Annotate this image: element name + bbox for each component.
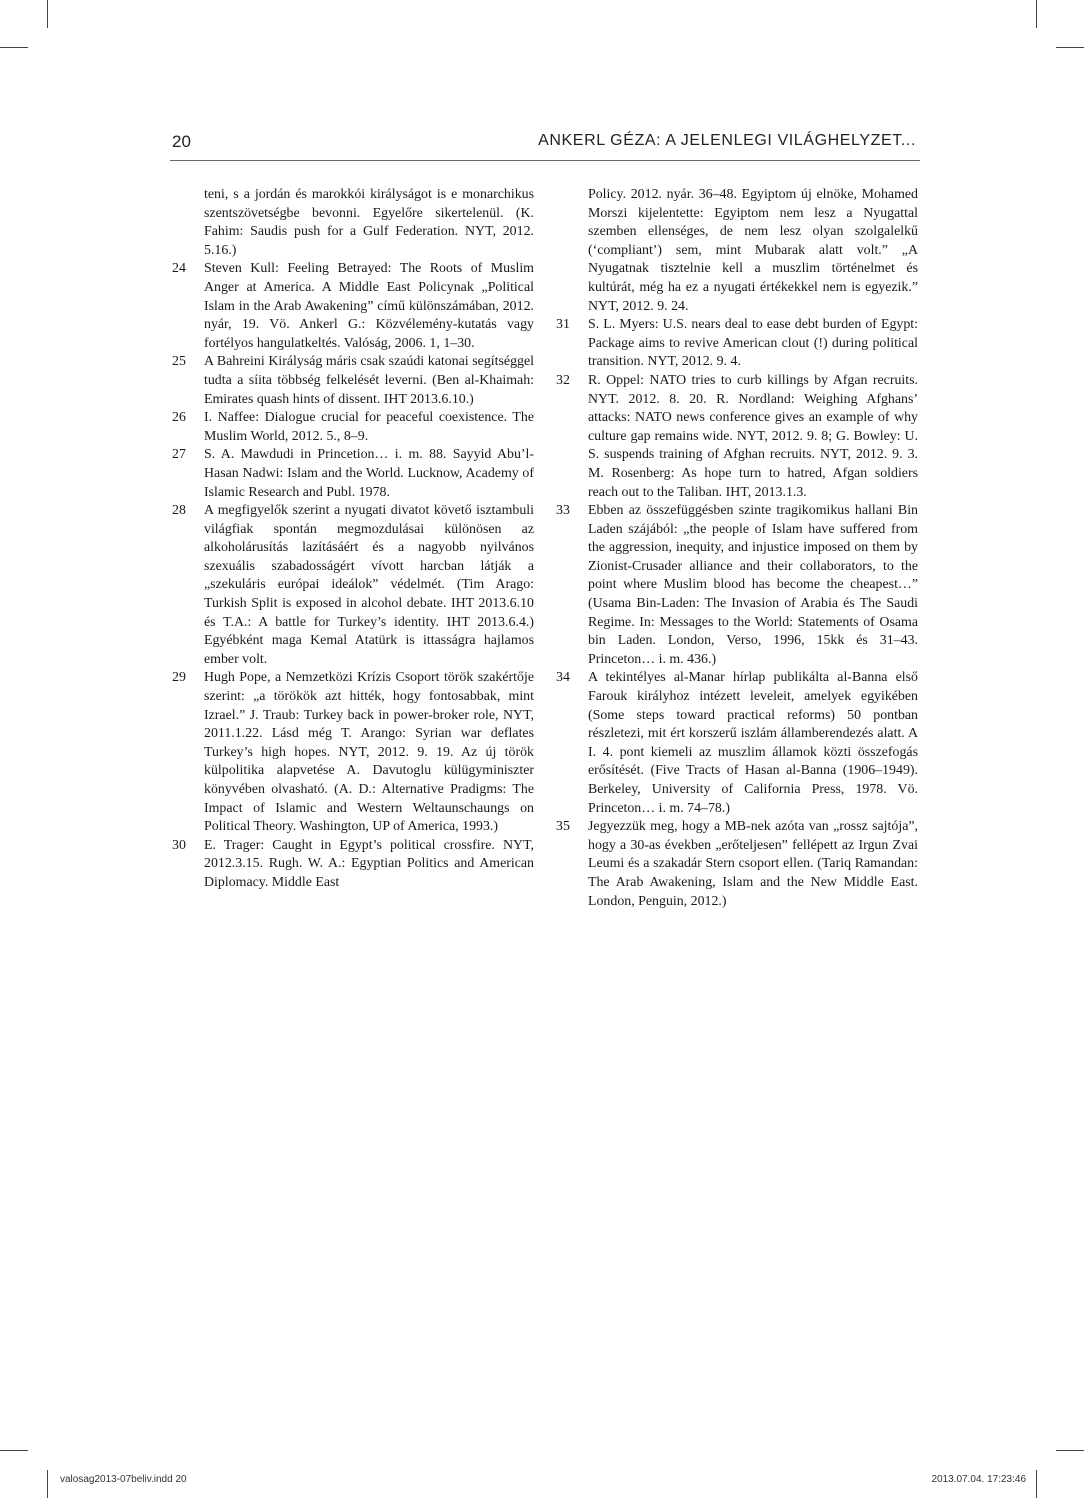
footnotes-left-column [172,186,534,893]
footnote [172,186,534,260]
footnote-text: A tekintélyes al-Manar hírlap publikálta al-Banna első Farouk királyhoz intézett leveleit, amelyek egyikében (Some steps toward practical reforms) 50 pontban részletezi, mit ért korszerű iszlám államberendezés alatt. A I. 4. pont kiemeli az muszlim államok közti összefogás erősítését. (Five Tracts of Hasan al-Banna (1906–1949). Berkeley, University of California Press, 1978. Vö. Princeton… i. m. 74–78.) [588,670,918,816]
footnote-number: 35 [556,819,570,835]
footnote-number: 28 [172,503,186,519]
footnote-text: S. L. Myers: U.S. nears deal to ease debt burden of Egypt: Package aims to revive American clout (!) during political transition. NYT, 2012. 9. 4. [588,317,918,370]
footnote-text: Jegyezzük meg, hogy a MB-nek azóta van „rossz sajtója”, hogy a 30-as években „erőteljesen” fellépett az Irgun Zvai Leumi és a szakadár Stern csoport ellen. (Tariq Ramandan: The Arab Awakening, Islam and the New Middle East. London, Penguin, 2012.) [588,819,918,909]
crop-mark [1056,47,1084,48]
footnote [172,260,534,353]
footnote-number: 27 [172,447,186,463]
print-slug-file: valosag2013-07beliv.indd 20 [60,1474,187,1485]
footnote [172,409,534,446]
footnote [172,446,534,502]
footnote-text: teni, s a jordán és marokkói királyságot is e monarchikus szentszövetségbe bevonni. Egyelőre sikertelenül. (K. Fahim: Saudis push for a Gulf Federation. NYT, 2012. 5.16.) [204,187,534,258]
footnote-text: A Bahreini Királyság máris csak szaúdi katonai segítséggel tudta a síita többség felkelését leverni. (Ben al-Khaimah: Emirates quash hints of dissent. IHT 2013.6.10.) [204,354,534,407]
footnote-text: Ebben az összefüggésben szinte tragikomikus hallani Bin Laden szájából: „the people of Islam have suffered from the aggression, inequity, and injustice imposed on them by Zionist-Crusader alliance and their collaborators, to the point where Muslim blood has become the cheapest…” (Usama Bin-Laden: The Invasion of Arabia és The Saudi Regime. In: Messages to the World: Statements of Osama bin Laden. London, Verso, 1996, 15kk és 31–43. Princeton… i. m. 436.) [588,503,918,667]
crop-mark [0,1450,28,1451]
crop-mark [47,0,48,28]
footnote-number: 25 [172,354,186,370]
footnote [172,502,534,669]
footnote [172,669,534,836]
footnote-text: I. Naffee: Dialogue crucial for peaceful coexistence. The Muslim World, 2012. 5., 8–9. [204,410,534,444]
footnote-number: 34 [556,670,570,686]
print-slug-timestamp: 2013.07.04. 17:23:46 [931,1474,1026,1485]
header-rule [170,160,920,161]
running-head: ANKERL GÉZA: A JELENLEGI VILÁGHELYZET... [538,132,916,149]
footnote-text: S. A. Mawdudi in Princetion… i. m. 88. Sayyid Abu’l-Hasan Nadwi: Islam and the World. Lucknow, Academy of Islamic Research and Publ. 1978. [204,447,534,500]
crop-mark [1036,1470,1037,1498]
footnote-number: 26 [172,410,186,426]
footnote-text: A megfigyelők szerint a nyugati divatot követő isztambuli világfiak spontán megmozdulásai különösen az alkoholárusítás lazításáért és a nagyobb nyilvános szexuális szabadosságért vívott harcban látják a „szekuláris európai ideálok” védelmét. (Tim Arago: Turkish Split is exposed in alcohol debate. IHT 2013.6.10 és T.A.: A battle for Turkey’s identity. IHT 2013.6.4.) Egyébként maga Kemal Atatürk is ittasságra hajlamos ember volt. [204,503,534,667]
crop-mark [1056,1450,1084,1451]
footnote [556,186,918,316]
footnote-text: Hugh Pope, a Nemzetközi Krízis Csoport török szakértője szerint: „a törökök azt hitték, hogy fontosabbak, mint Izrael.” J. Traub: Turkey back in power-broker role, NYT, 2011.1.22. Lásd még T. Arango: Syrian war deflates Turkey’s high hopes. NYT, 2012. 9. 19. Az új török külpolitika alapvetése A. Davutoglu külügyminiszter könyvében olvasható. (A. D.: Alternative Pradigms: The Impact of Islamic and Western Weltaunschaungs on Political Theory. Washington, UP of America, 1993.) [204,670,534,835]
footnote [556,818,918,911]
footnote-text: E. Trager: Caught in Egypt’s political crossfire. NYT, 2012.3.15. Rugh. W. A.: Egyptian Politics and American Diplomacy. Middle East [204,837,534,890]
footnote [556,502,918,669]
crop-mark [47,1470,48,1498]
footnote [556,669,918,818]
footnote-number: 33 [556,503,570,519]
page-number: 20 [172,132,191,151]
footnote-number: 29 [172,670,186,686]
crop-mark [0,47,28,48]
footnote [556,372,918,502]
footnote-number: 30 [172,837,186,853]
footnote-number: 32 [556,372,570,388]
footnote-number: 24 [172,261,186,277]
footnote-text: R. Oppel: NATO tries to curb killings by Afgan recruits. NYT. 2012. 8. 20. R. Nordland: Weighing Afghans’ attacks: NATO news conference gives an example of why culture gap remains wide. NYT, 2012. 9. 8; G. Bowley: U. S. suspends training of Afghan recruits. NYT, 2012. 9. 3. M. Rosenberg: As hope turn to hatred, Afgan soldiers reach out to the Taliban. IHT, 2013.1.3. [588,372,918,500]
footnote-text: Policy. 2012. nyár. 36–48. Egyiptom új elnöke, Mohamed Morszi kijelentette: Egyiptom nem lesz a Nyugattal szemben ellenséges, de nem lesz olyan szolgalelkű (‘compliant’) sem, mint Mubarak alatt volt.” „A Nyugatnak tisztelnie kell a muszlim történelmet és kultúrát, még ha ez a nyugati értékekkel nem is egyezik.” NYT, 2012. 9. 24. [588,187,918,314]
footnote-text: Steven Kull: Feeling Betrayed: The Roots of Muslim Anger at America. A Middle East Policynak „Political Islam in the Arab Awakening” című különszámában, 2012. nyár, 19. Vö. Ankerl G.: Közvélemény-kutatás vagy fortélyos hangulatkeltés. Valóság, 2006. 1, 1–30. [204,261,534,351]
footnote [172,353,534,409]
footnote-number: 31 [556,317,570,333]
footnote [556,316,918,372]
footnotes-right-column [556,186,918,911]
footnote [172,837,534,893]
crop-mark [1036,0,1037,28]
